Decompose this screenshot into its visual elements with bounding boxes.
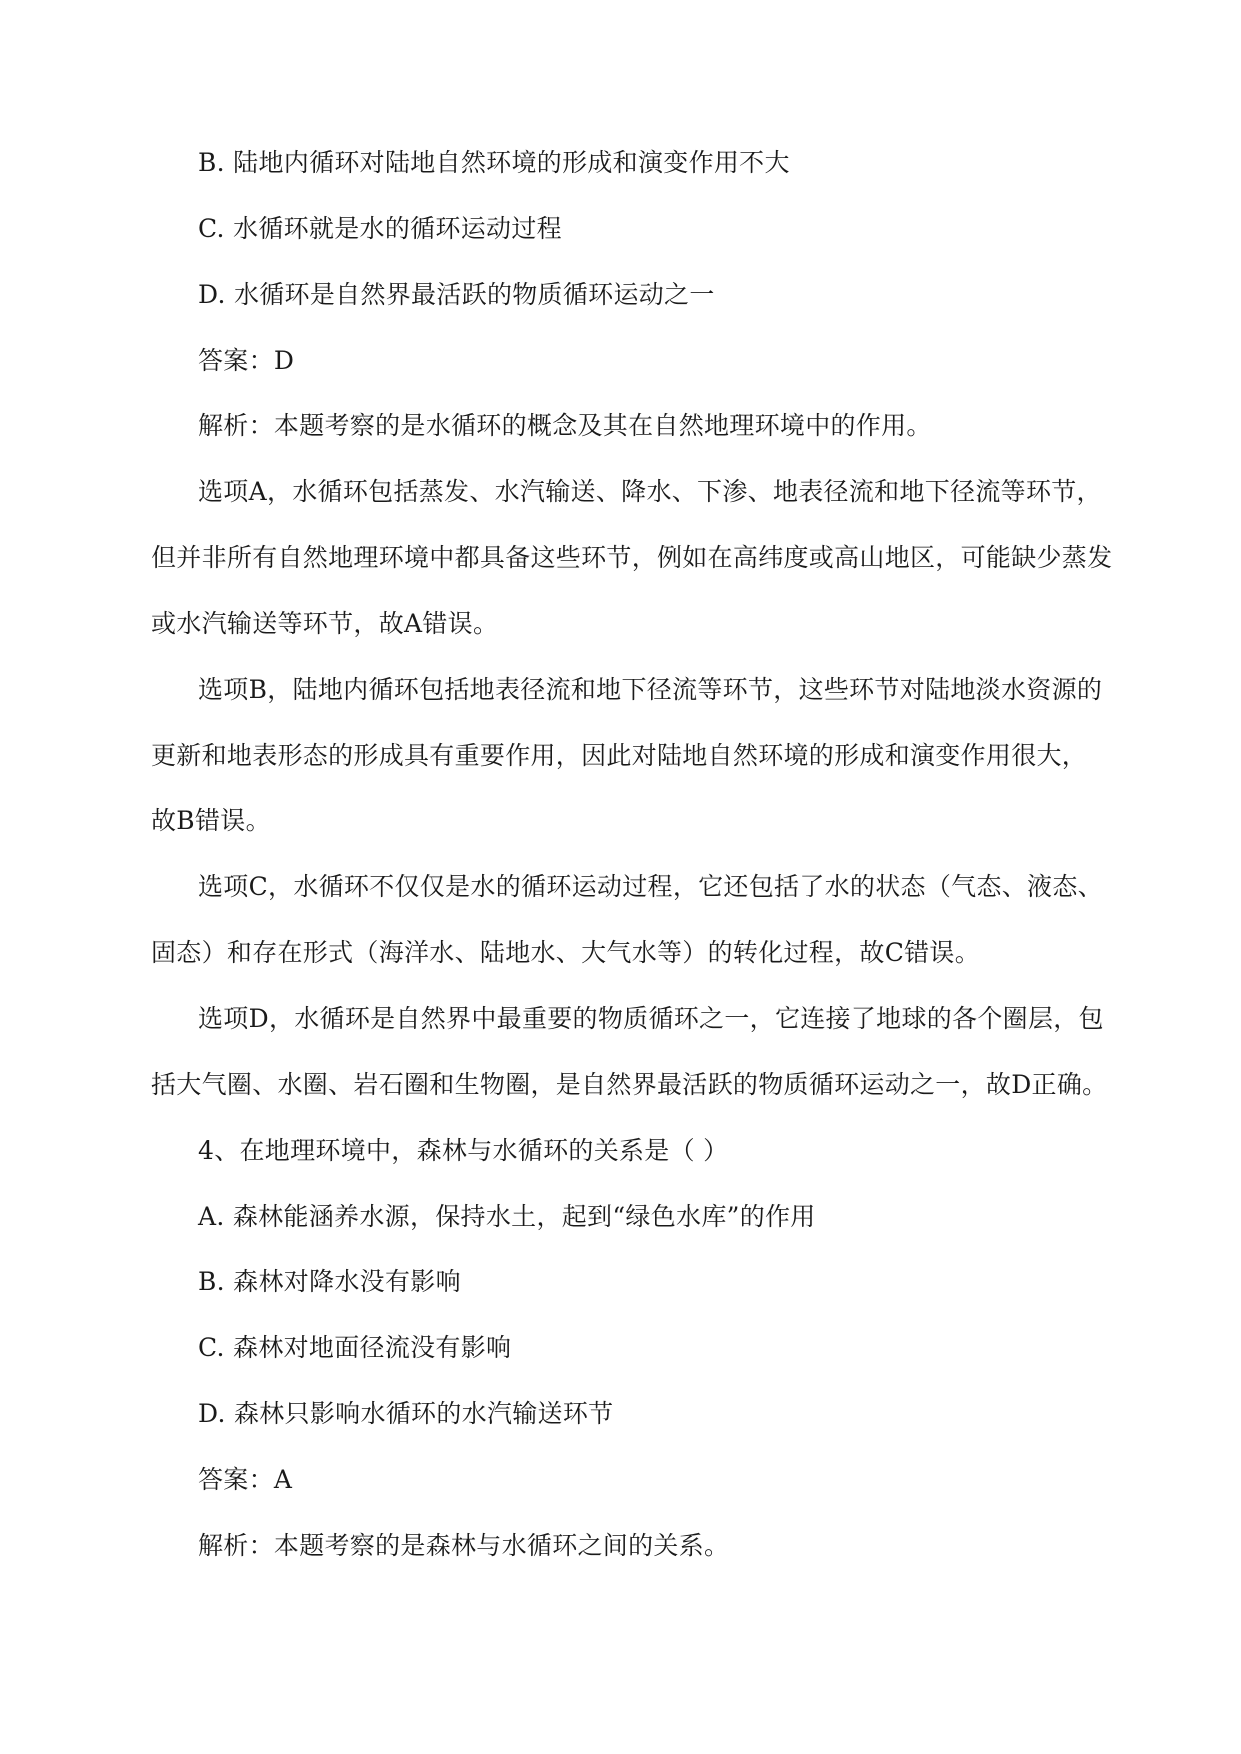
q4-answer: 答案：A (198, 1465, 293, 1494)
q3-analysis-d-line-2: 括大气圈、水圈、岩石圈和生物圈，是自然界最活跃的物质循环运动之一，故D正确。 (151, 1070, 1108, 1099)
q3-analysis-a-line-1: 选项A，水循环包括蒸发、水汽输送、降水、下渗、地表径流和地下径流等环节， (198, 477, 1102, 506)
q4-option-d: D. 森林只影响水循环的水汽输送环节 (198, 1399, 614, 1428)
q3-analysis-b-line-2: 更新和地表形态的形成具有重要作用，因此对陆地自然环境的形成和演变作用很大， (151, 741, 1088, 770)
q3-option-d: D. 水循环是自然界最活跃的物质循环运动之一 (198, 280, 715, 309)
q3-analysis-d-line-1: 选项D，水循环是自然界中最重要的物质循环之一，它连接了地球的各个圈层，包 (198, 1004, 1104, 1033)
q3-analysis-c-line-1: 选项C，水循环不仅仅是水的循环运动过程，它还包括了水的状态（气态、液态、 (198, 872, 1103, 901)
q4-question: 4、在地理环境中，森林与水循环的关系是（ ） (198, 1136, 729, 1165)
q3-option-c: C. 水循环就是水的循环运动过程 (198, 214, 562, 243)
q3-answer: 答案：D (198, 346, 295, 375)
q4-option-b: B. 森林对降水没有影响 (198, 1267, 461, 1296)
q3-analysis-a-line-3: 或水汽输送等环节，故A错误。 (151, 609, 499, 638)
q4-option-c: C. 森林对地面径流没有影响 (198, 1333, 512, 1362)
q3-option-b: B. 陆地内循环对陆地自然环境的形成和演变作用不大 (198, 148, 790, 177)
q3-analysis-b-line-3: 故B错误。 (151, 806, 271, 835)
q3-analysis-b-line-1: 选项B，陆地内循环包括地表径流和地下径流等环节，这些环节对陆地淡水资源的 (198, 675, 1103, 704)
q3-analysis-a-line-2: 但并非所有自然地理环境中都具备这些环节，例如在高纬度或高山地区，可能缺少蒸发 (151, 543, 1113, 572)
q3-analysis-intro: 解析：本题考察的是水循环的概念及其在自然地理环境中的作用。 (198, 411, 932, 440)
q4-analysis-intro: 解析：本题考察的是森林与水循环之间的关系。 (198, 1531, 730, 1560)
q4-option-a: A. 森林能涵养水源，保持水土，起到“绿色水库”的作用 (198, 1202, 816, 1231)
q3-analysis-c-line-2: 固态）和存在形式（海洋水、陆地水、大气水等）的转化过程，故C错误。 (151, 938, 981, 967)
